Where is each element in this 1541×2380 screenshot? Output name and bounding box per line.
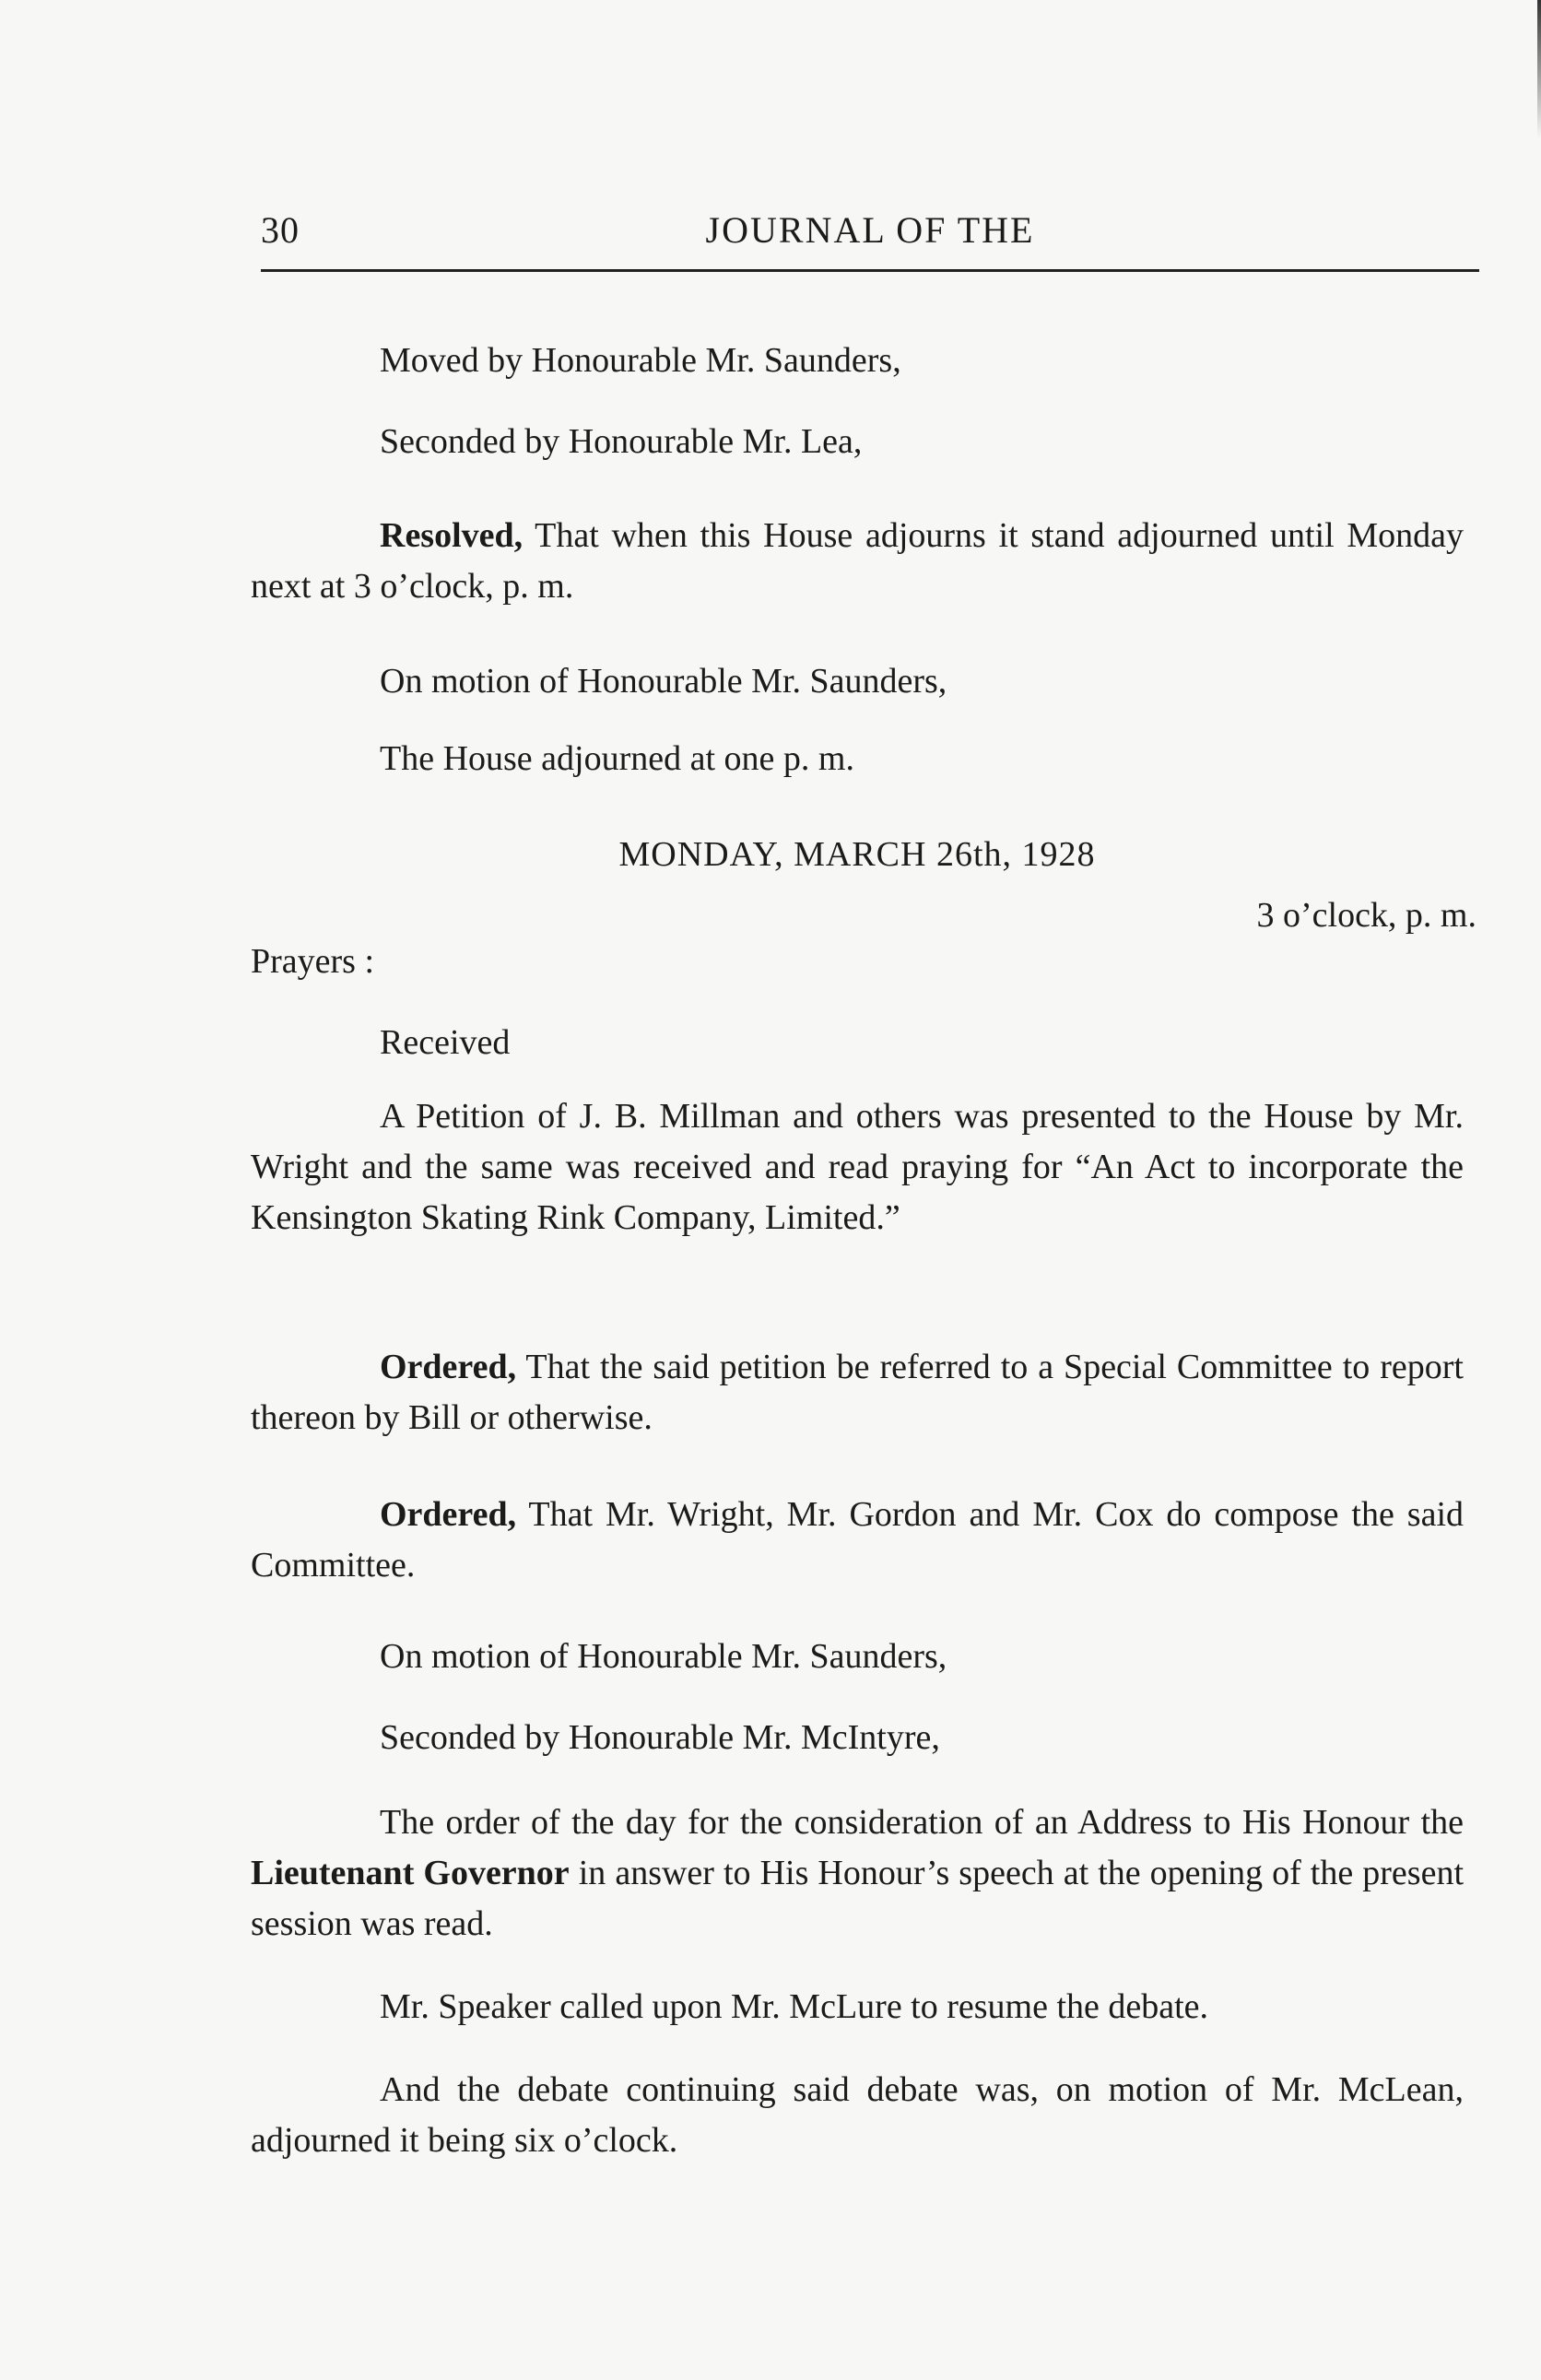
speaker-paragraph: Mr. Speaker called upon Mr. McLure to resume the debate. bbox=[380, 1987, 1209, 2026]
ordered-text-2: That Mr. Wright, Mr. Gordon and Mr. Cox do compose the said Committee. bbox=[251, 1495, 1464, 1585]
seconded-by-line-2: Seconded by Honourable Mr. McIntyre, bbox=[380, 1718, 940, 1757]
resolved-lead: Resolved, bbox=[380, 516, 523, 555]
page-number: 30 bbox=[261, 209, 300, 251]
order-text-2: in answer to His Honour’s speech at the opening of the present session was read. bbox=[251, 1854, 1465, 1943]
date-heading: MONDAY, MARCH 26th, 1928 bbox=[618, 835, 1096, 874]
seconded-by-line: Seconded by Honourable Mr. Lea, bbox=[380, 422, 863, 461]
prayers-line: Prayers : bbox=[251, 942, 375, 981]
header-rule bbox=[261, 269, 1479, 272]
ordered-paragraph-2 bbox=[251, 1490, 1464, 1591]
adjourned-line: The House adjourned at one p. m. bbox=[380, 739, 854, 778]
received-line: Received bbox=[380, 1023, 511, 1062]
ordered-text-1: That the said petition be referred to a Special Committee to report thereon by Bill or otherwise. bbox=[251, 1348, 1464, 1437]
ordered-paragraph-1 bbox=[251, 1342, 1464, 1443]
on-motion-line-2: On motion of Honourable Mr. Saunders, bbox=[380, 1637, 947, 1676]
on-motion-line: On motion of Honourable Mr. Saunders, bbox=[380, 662, 947, 701]
ordered-lead-1: Ordered, bbox=[380, 1348, 517, 1386]
debate-paragraph: And the debate continuing said debate was, on motion of Mr. McLean, adjourned it being six o’clock. bbox=[251, 2070, 1464, 2160]
moved-by-line: Moved by Honourable Mr. Saunders, bbox=[380, 341, 901, 380]
resolved-text: That when this House adjourns it stand adjourned until Monday next at 3 o’clock, p. m. bbox=[251, 516, 1464, 606]
scan-edge-shadow bbox=[1537, 0, 1541, 138]
ordered-lead-2: Ordered, bbox=[380, 1495, 517, 1534]
page-header bbox=[261, 208, 1479, 264]
order-of-day-paragraph bbox=[251, 1797, 1464, 1950]
resolved-paragraph bbox=[251, 511, 1464, 612]
running-head: JOURNAL OF THE bbox=[705, 209, 1035, 251]
order-text-1: The order of the day for the consideration of an Address to His Honour the bbox=[380, 1803, 1464, 1842]
order-bold: Lieutenant Governor bbox=[251, 1854, 570, 1892]
time-line: 3 o’clock, p. m. bbox=[1256, 896, 1476, 935]
petition-paragraph: A Petition of J. B. Millman and others was presented to the House by Mr. Wright and the same was received and read praying for “An Act to incorporate the Kensington Skating Rink Company, Limited.” bbox=[251, 1097, 1464, 1237]
